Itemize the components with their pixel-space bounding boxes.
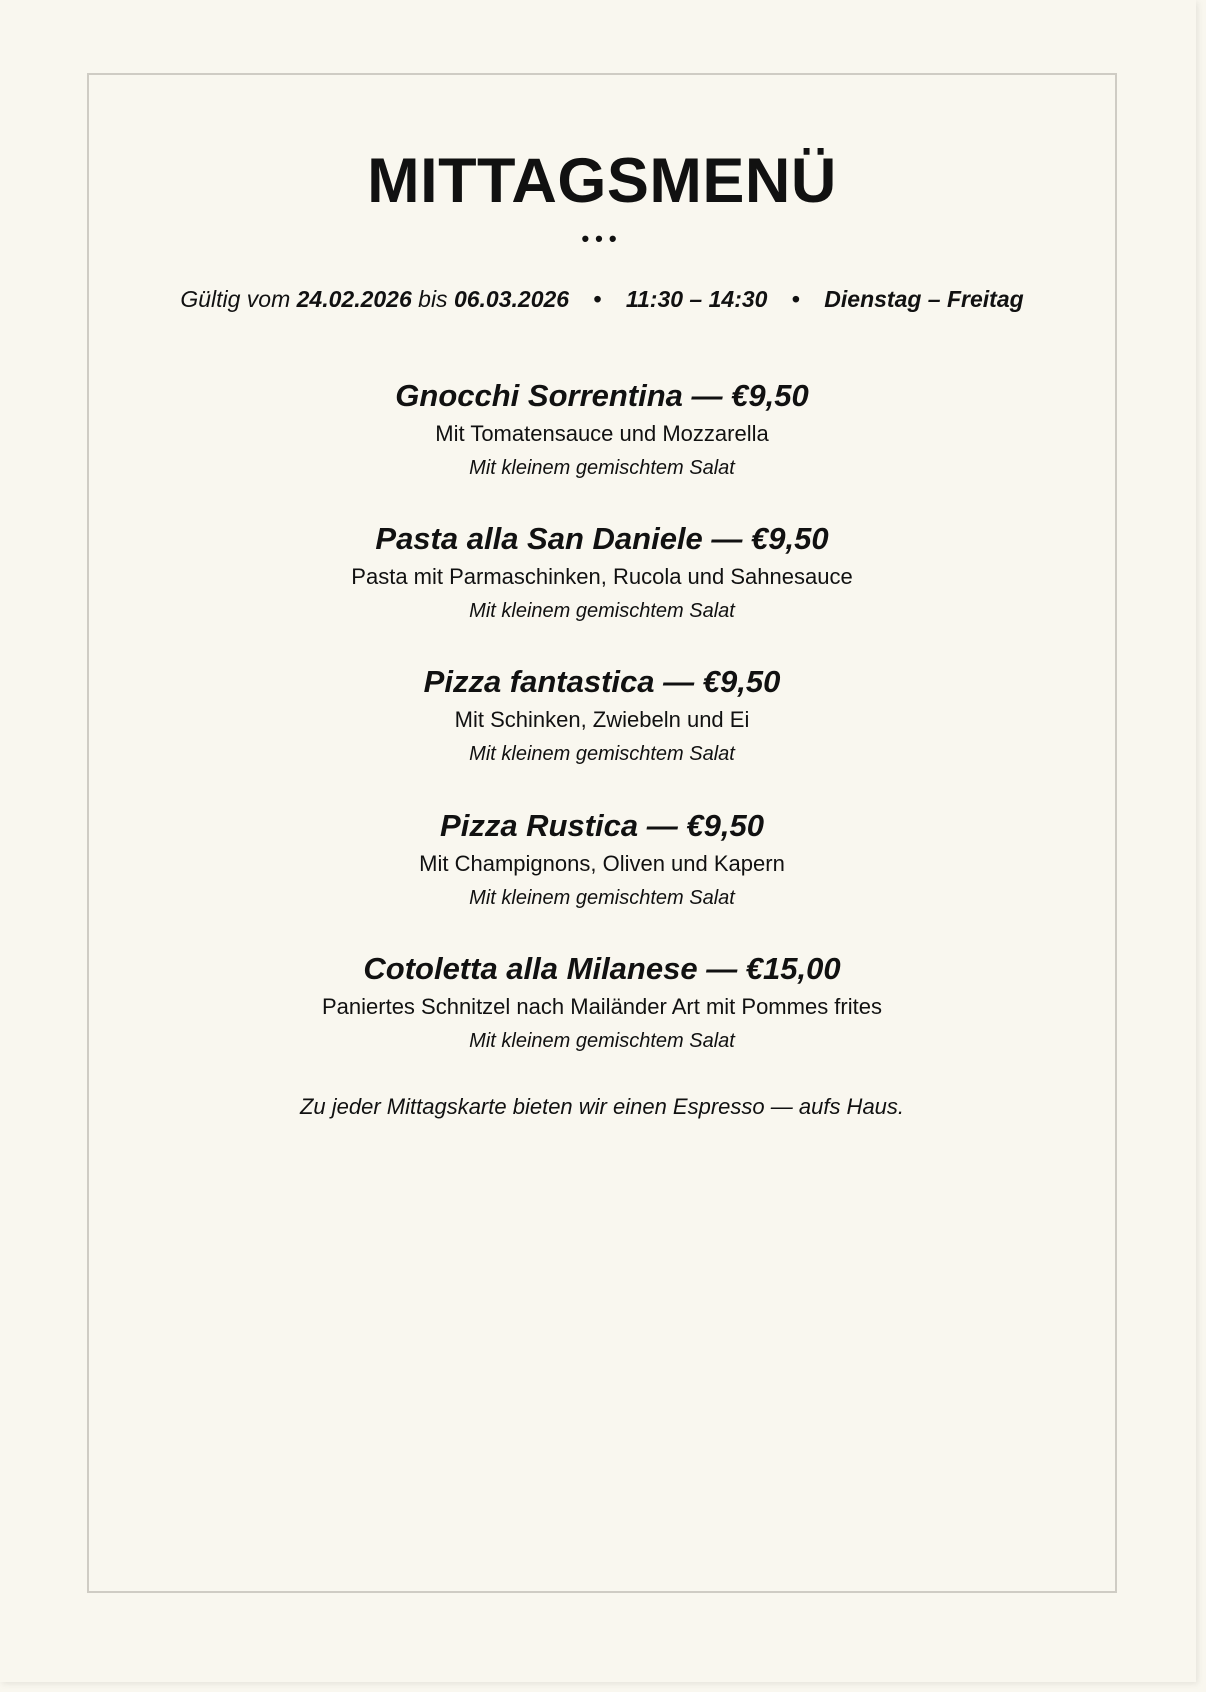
validity-date-from: 24.02.2026 [296,286,412,312]
dish-title: Cotoletta alla Milanese — €15,00 [363,951,841,986]
dish-title: Gnocchi Sorrentina — €9,50 [395,378,809,413]
dish-side-note: Mit kleinem gemischtem Salat [469,743,735,765]
menu-title: MITTAGSMENÜ [367,146,837,216]
menu-item [87,666,1117,764]
dish-title: Pizza fantastica — €9,50 [423,664,781,699]
dish-title: Pizza Rustica — €9,50 [440,808,764,843]
dish-description: Mit Schinken, Zwiebeln und Ei [454,707,750,732]
validity-hours: 11:30 – 14:30 [625,286,768,312]
validity-separator: • [593,286,602,312]
menu-item [87,953,1117,1051]
menu-item [87,523,1117,621]
validity-separator: • [791,286,800,312]
dish-side-note: Mit kleinem gemischtem Salat [469,1030,735,1052]
title-ornament: ••• [581,226,623,251]
menu-item [87,810,1117,908]
dish-description: Paniertes Schnitzel nach Mailänder Art mit Pommes frites [321,994,882,1019]
validity-date-to: 06.03.2026 [453,286,570,312]
validity-between: bis [418,286,448,312]
dish-description: Mit Tomatensauce und Mozzarella [435,421,769,446]
dish-side-note: Mit kleinem gemischtem Salat [469,457,735,479]
dish-description: Pasta mit Parmaschinken, Rucola und Sahnesauce [351,564,853,589]
dish-title: Pasta alla San Daniele — €9,50 [375,521,829,556]
espresso-note: Zu jeder Mittagskarte bieten wir einen Espresso — aufs Haus. [299,1094,905,1119]
dish-side-note: Mit kleinem gemischtem Salat [469,887,735,909]
menu-item [87,380,1117,478]
dish-description: Mit Champignons, Oliven und Kapern [419,851,785,876]
validity-days: Dienstag – Freitag [824,286,1024,312]
validity-line [87,286,1117,314]
validity-prefix: Gültig vom [180,286,291,312]
dish-side-note: Mit kleinem gemischtem Salat [469,600,735,622]
